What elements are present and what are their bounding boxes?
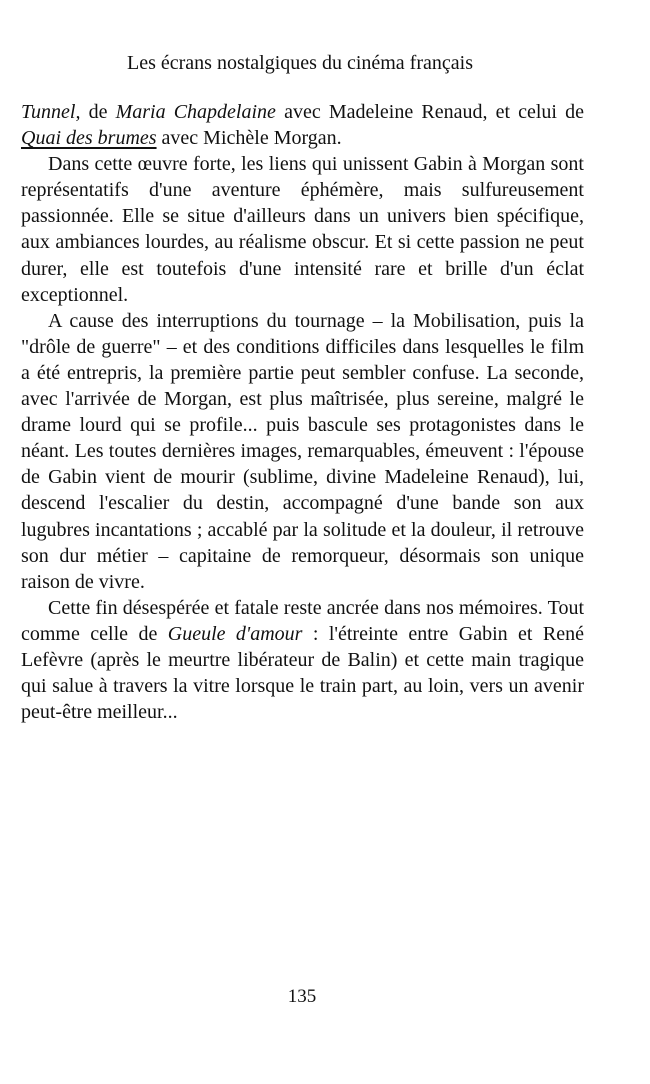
film-title-maria-chapdelaine: Maria Chapdelaine [115,101,276,123]
film-title-quai-des-brumes: Quai des brumes [21,127,157,150]
text-segment: Cette fin désespérée et fatale reste ancrée dans nos mémoires. Tout comme celle de [21,596,584,645]
film-title-gueule-d-amour: Gueule d'amour [167,622,303,645]
page-number: 135 [287,986,317,1007]
text-segment: A cause des interruptions du tournage – la Mobilisation, puis la "drôle de guerre" – et des conditions difficiles dans lesquelles le film a été entrepris, la première partie peut sembler confuse. La seconde, avec l'arrivée de Morgan, est plus maîtrisée, plus sereine, malgré le drame lourd qui se profile... puis bascule ses protagonistes dans le néant. Les toutes dernières images, remarquables, émeuvent : l'épouse de Gabin vient de mourir (sublime, divine Madeleine Renaud), lui, descend l'escalier du destin, accompagné d'une bande son aux lugubres incantations ; accablé par la solitude et la douleur, il retrouve son dur métier – capitaine de remorqueur, désormais son unique raison de vivre. [21,309,584,593]
paragraph-4 [21,595,584,725]
text-segment: avec Michèle Morgan. [156,127,342,150]
film-title-tunnel: Tunnel, [21,101,81,123]
running-head: Les écrans nostalgiques du cinéma français [127,52,473,74]
text-segment: avec Madeleine Renaud, et celui de [275,101,584,123]
text-segment: de [80,101,116,123]
body-text [21,99,584,725]
text-segment: : l'étreinte entre Gabin et René Lefèvre (après le meurtre libérateur de Balin) et cette main tragique qui salue à travers la vitre lorsque le train part, au loin, vers un avenir peut-être meilleur... [21,622,584,724]
text-segment: Dans cette œuvre forte, les liens qui unissent Gabin à Morgan sont représentatifs d'une aventure éphémère, mais sulfureusement passionnée. Elle se situe d'ailleurs dans un univers bien spécifique, aux ambiances lourdes, au réalisme obscur. Et si cette passion ne peut durer, elle est toutefois d'une intensité rare et brille d'un éclat exceptionnel. [21,153,584,306]
paragraph-2 [21,151,584,308]
paragraph-3 [21,308,584,595]
paragraph-1 [21,99,584,151]
